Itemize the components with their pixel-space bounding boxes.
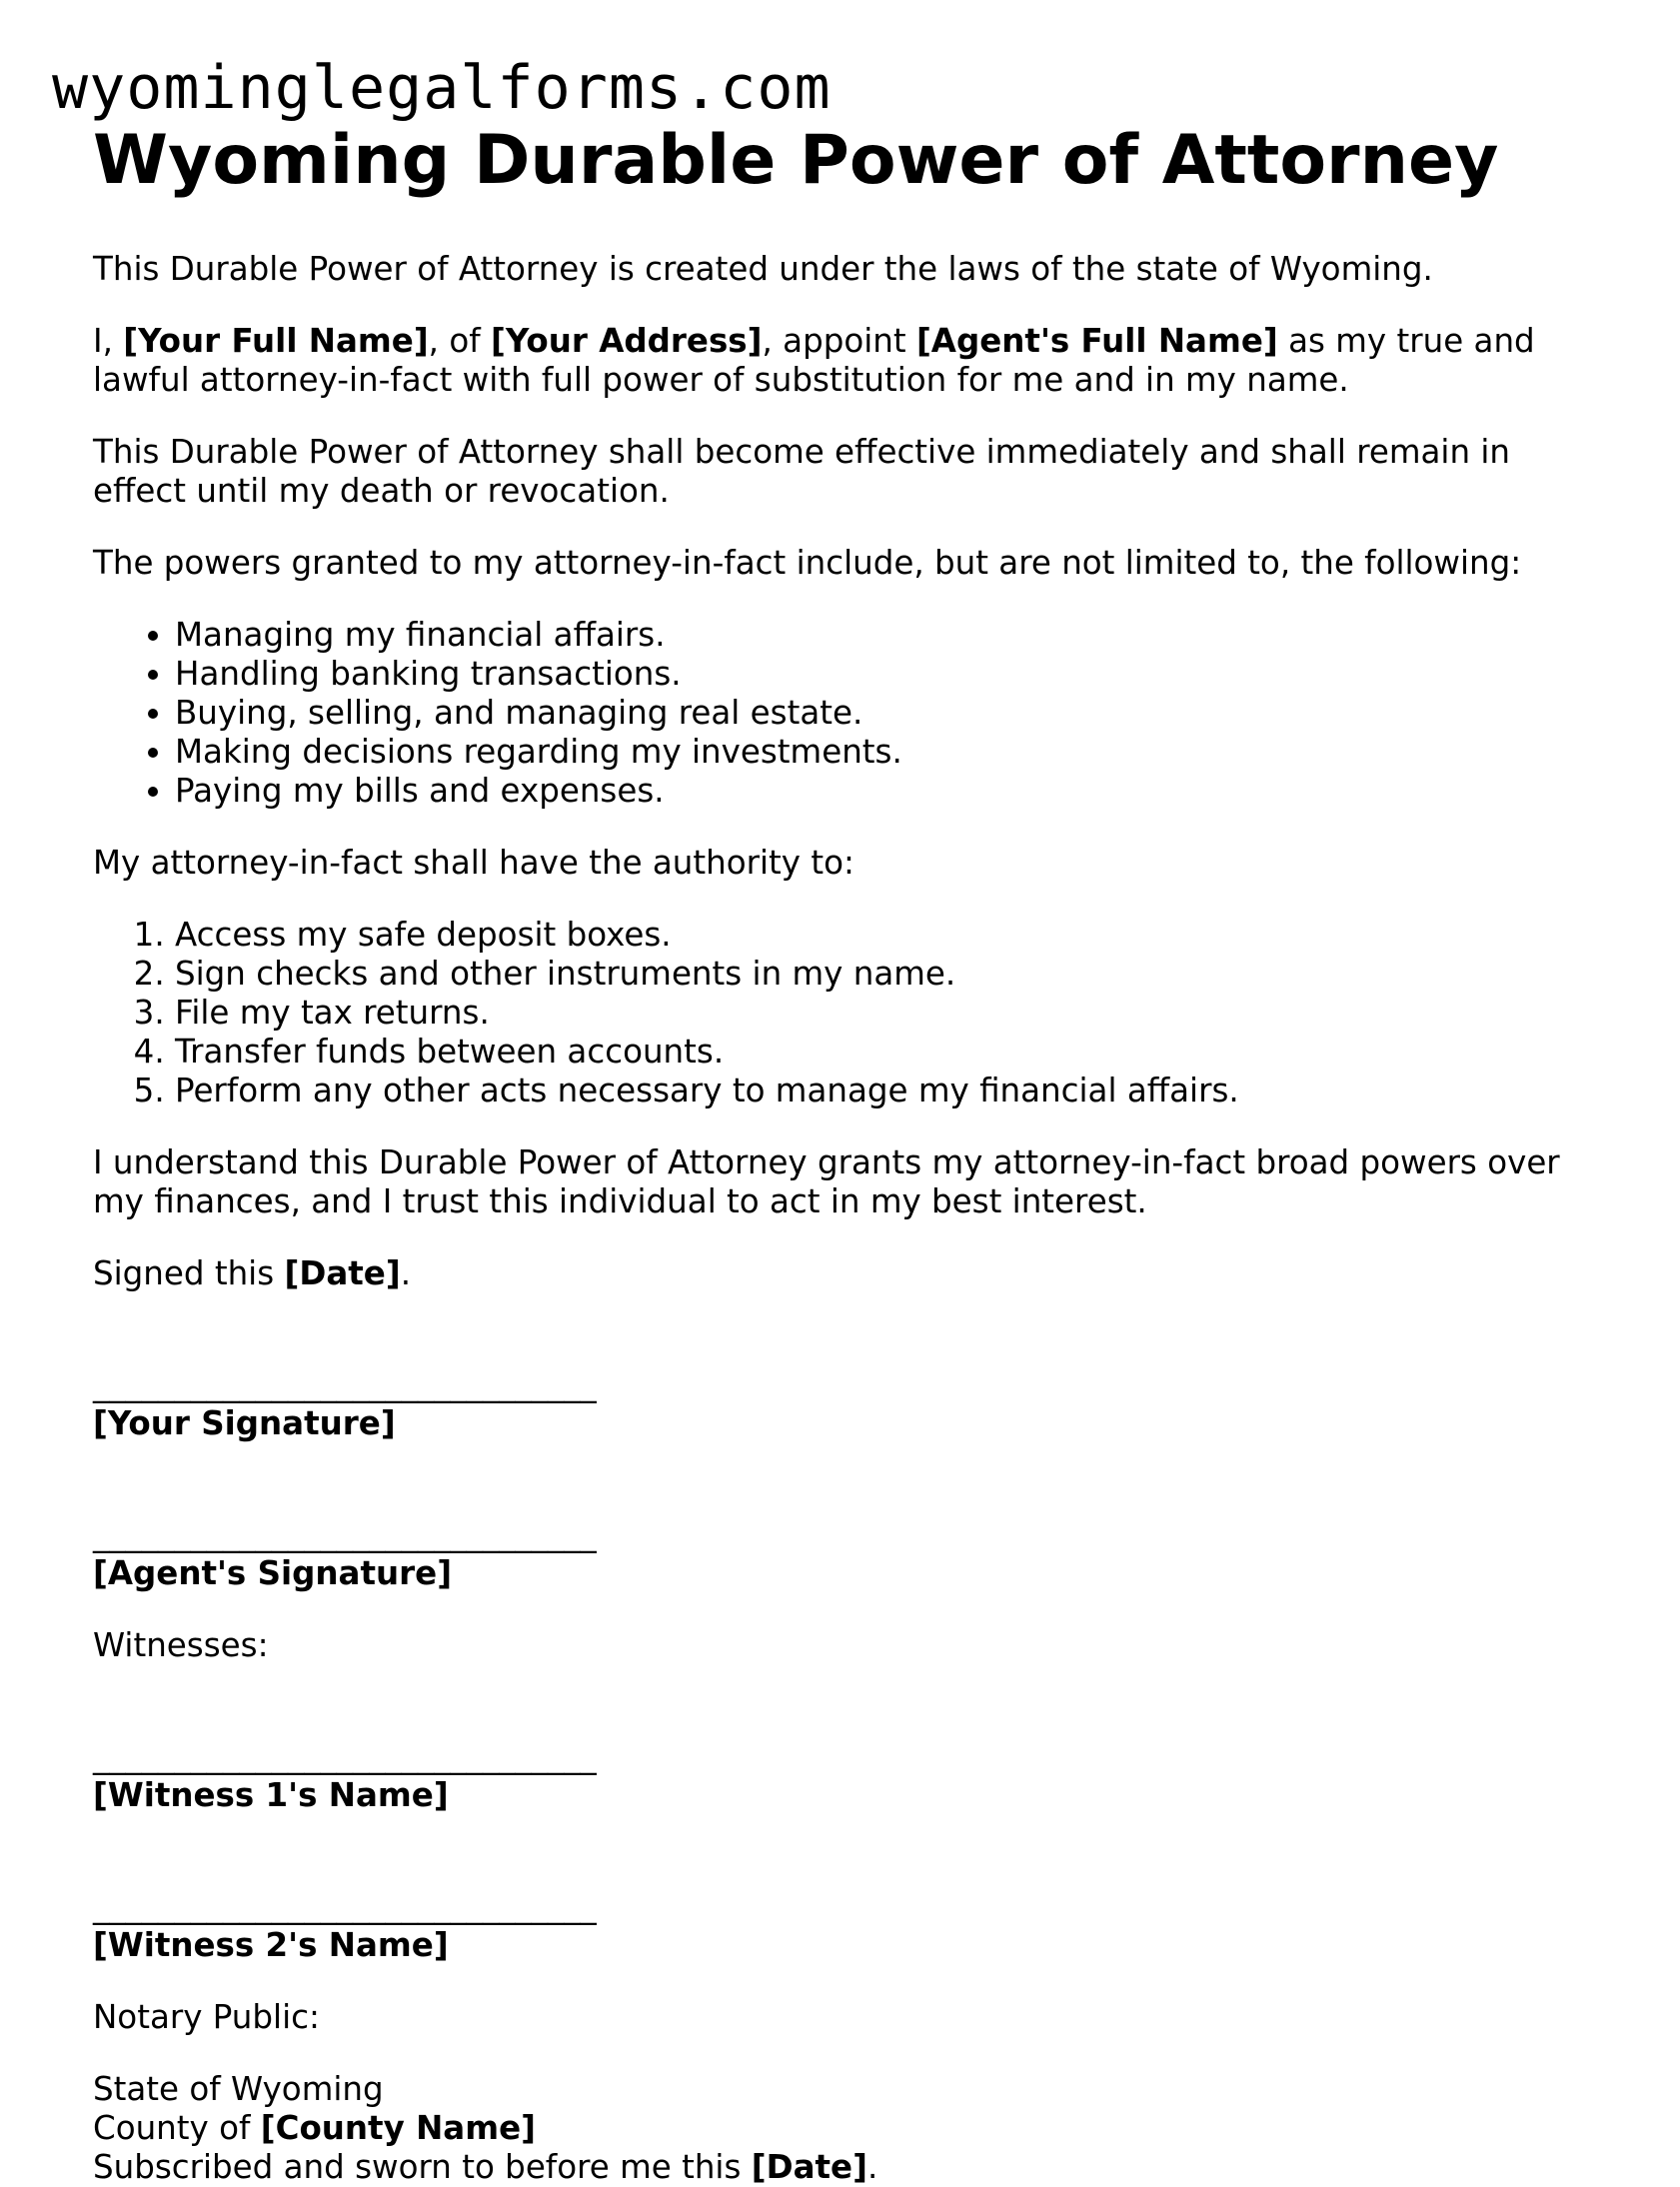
- list-item: 4. Transfer funds between accounts.: [175, 1033, 1592, 1072]
- appointment-paragraph: [93, 322, 1592, 400]
- intro-paragraph: This Durable Power of Attorney is created under the laws of the state of Wyoming.: [93, 250, 1433, 288]
- your-signature-block: [93, 1365, 1592, 1443]
- list-item: • Buying, selling, and managing real estate.: [175, 694, 1592, 733]
- powers-list: [93, 616, 1592, 811]
- agent-signature-line[interactable]: _______________________________: [93, 1515, 597, 1553]
- list-item: • Making decisions regarding my investments.: [175, 733, 1592, 772]
- full-name-field: [Your Full Name]: [123, 322, 429, 360]
- authority-intro: My attorney-in-fact shall have the authority to:: [93, 844, 854, 882]
- list-item: 5. Perform any other acts necessary to manage my financial affairs.: [175, 1072, 1592, 1110]
- your-signature-label: [Your Signature]: [93, 1404, 396, 1442]
- appointment-text-4: as my true and lawful attorney-in-fact with full power of substitution for me and in my name.: [93, 322, 1535, 399]
- county-prefix: County of: [93, 2109, 261, 2147]
- notary-sworn: [93, 2148, 1592, 2187]
- agent-name-field: [Agent's Full Name]: [915, 322, 1278, 360]
- witness-1-label: [Witness 1's Name]: [93, 1776, 449, 1814]
- county-name-field: [County Name]: [260, 2109, 536, 2147]
- witness-1-block: [93, 1737, 1592, 1815]
- list-item: • Paying my bills and expenses.: [175, 772, 1592, 811]
- powers-intro: The powers granted to my attorney-in-fact include, but are not limited to, the following:: [93, 544, 1522, 582]
- witness-1-signature-line[interactable]: _______________________________: [93, 1737, 597, 1775]
- list-item: 1. Access my safe deposit boxes.: [175, 916, 1592, 955]
- notary-block: [93, 2070, 1592, 2187]
- sworn-suffix: .: [866, 2148, 878, 2186]
- witness-2-signature-line[interactable]: _______________________________: [93, 1887, 597, 1925]
- signed-suffix: .: [400, 1254, 412, 1292]
- your-signature-line[interactable]: _______________________________: [93, 1365, 597, 1403]
- address-field: [Your Address]: [491, 322, 763, 360]
- effective-paragraph: This Durable Power of Attorney shall become effective immediately and shall remain in effect until my death or revocation.: [93, 433, 1511, 510]
- appointment-text-1: I,: [93, 322, 124, 360]
- witness-2-label: [Witness 2's Name]: [93, 1926, 449, 1964]
- list-item: 3. File my tax returns.: [175, 994, 1592, 1033]
- appointment-text-3: , appoint: [762, 322, 916, 360]
- document-body: [93, 120, 1592, 2187]
- list-item: • Handling banking transactions.: [175, 655, 1592, 694]
- appointment-text-2: , of: [428, 322, 491, 360]
- sworn-date-field: [Date]: [751, 2148, 867, 2186]
- sworn-prefix: Subscribed and sworn to before me this: [93, 2148, 752, 2186]
- agent-signature-label: [Agent's Signature]: [93, 1554, 453, 1592]
- site-watermark: wyominglegalforms.com: [52, 53, 832, 123]
- notary-county: [93, 2109, 1592, 2148]
- signed-date-line: [93, 1254, 1592, 1293]
- notary-state: State of Wyoming: [93, 2070, 384, 2108]
- authority-list: [93, 916, 1592, 1110]
- witness-2-block: [93, 1887, 1592, 1965]
- signed-prefix: Signed this: [93, 1254, 285, 1292]
- document-title: Wyoming Durable Power of Attorney: [93, 121, 1499, 200]
- agent-signature-block: [93, 1515, 1592, 1593]
- understanding-paragraph: I understand this Durable Power of Attorney grants my attorney-in-fact broad powers over my finances, and I trust this individual to act in my best interest.: [93, 1143, 1560, 1220]
- list-item: 2. Sign checks and other instruments in my name.: [175, 955, 1592, 994]
- list-item: • Managing my financial affairs.: [175, 616, 1592, 655]
- notary-label: Notary Public:: [93, 1998, 320, 2036]
- signed-date-field: [Date]: [284, 1254, 401, 1292]
- witnesses-label: Witnesses:: [93, 1626, 269, 1664]
